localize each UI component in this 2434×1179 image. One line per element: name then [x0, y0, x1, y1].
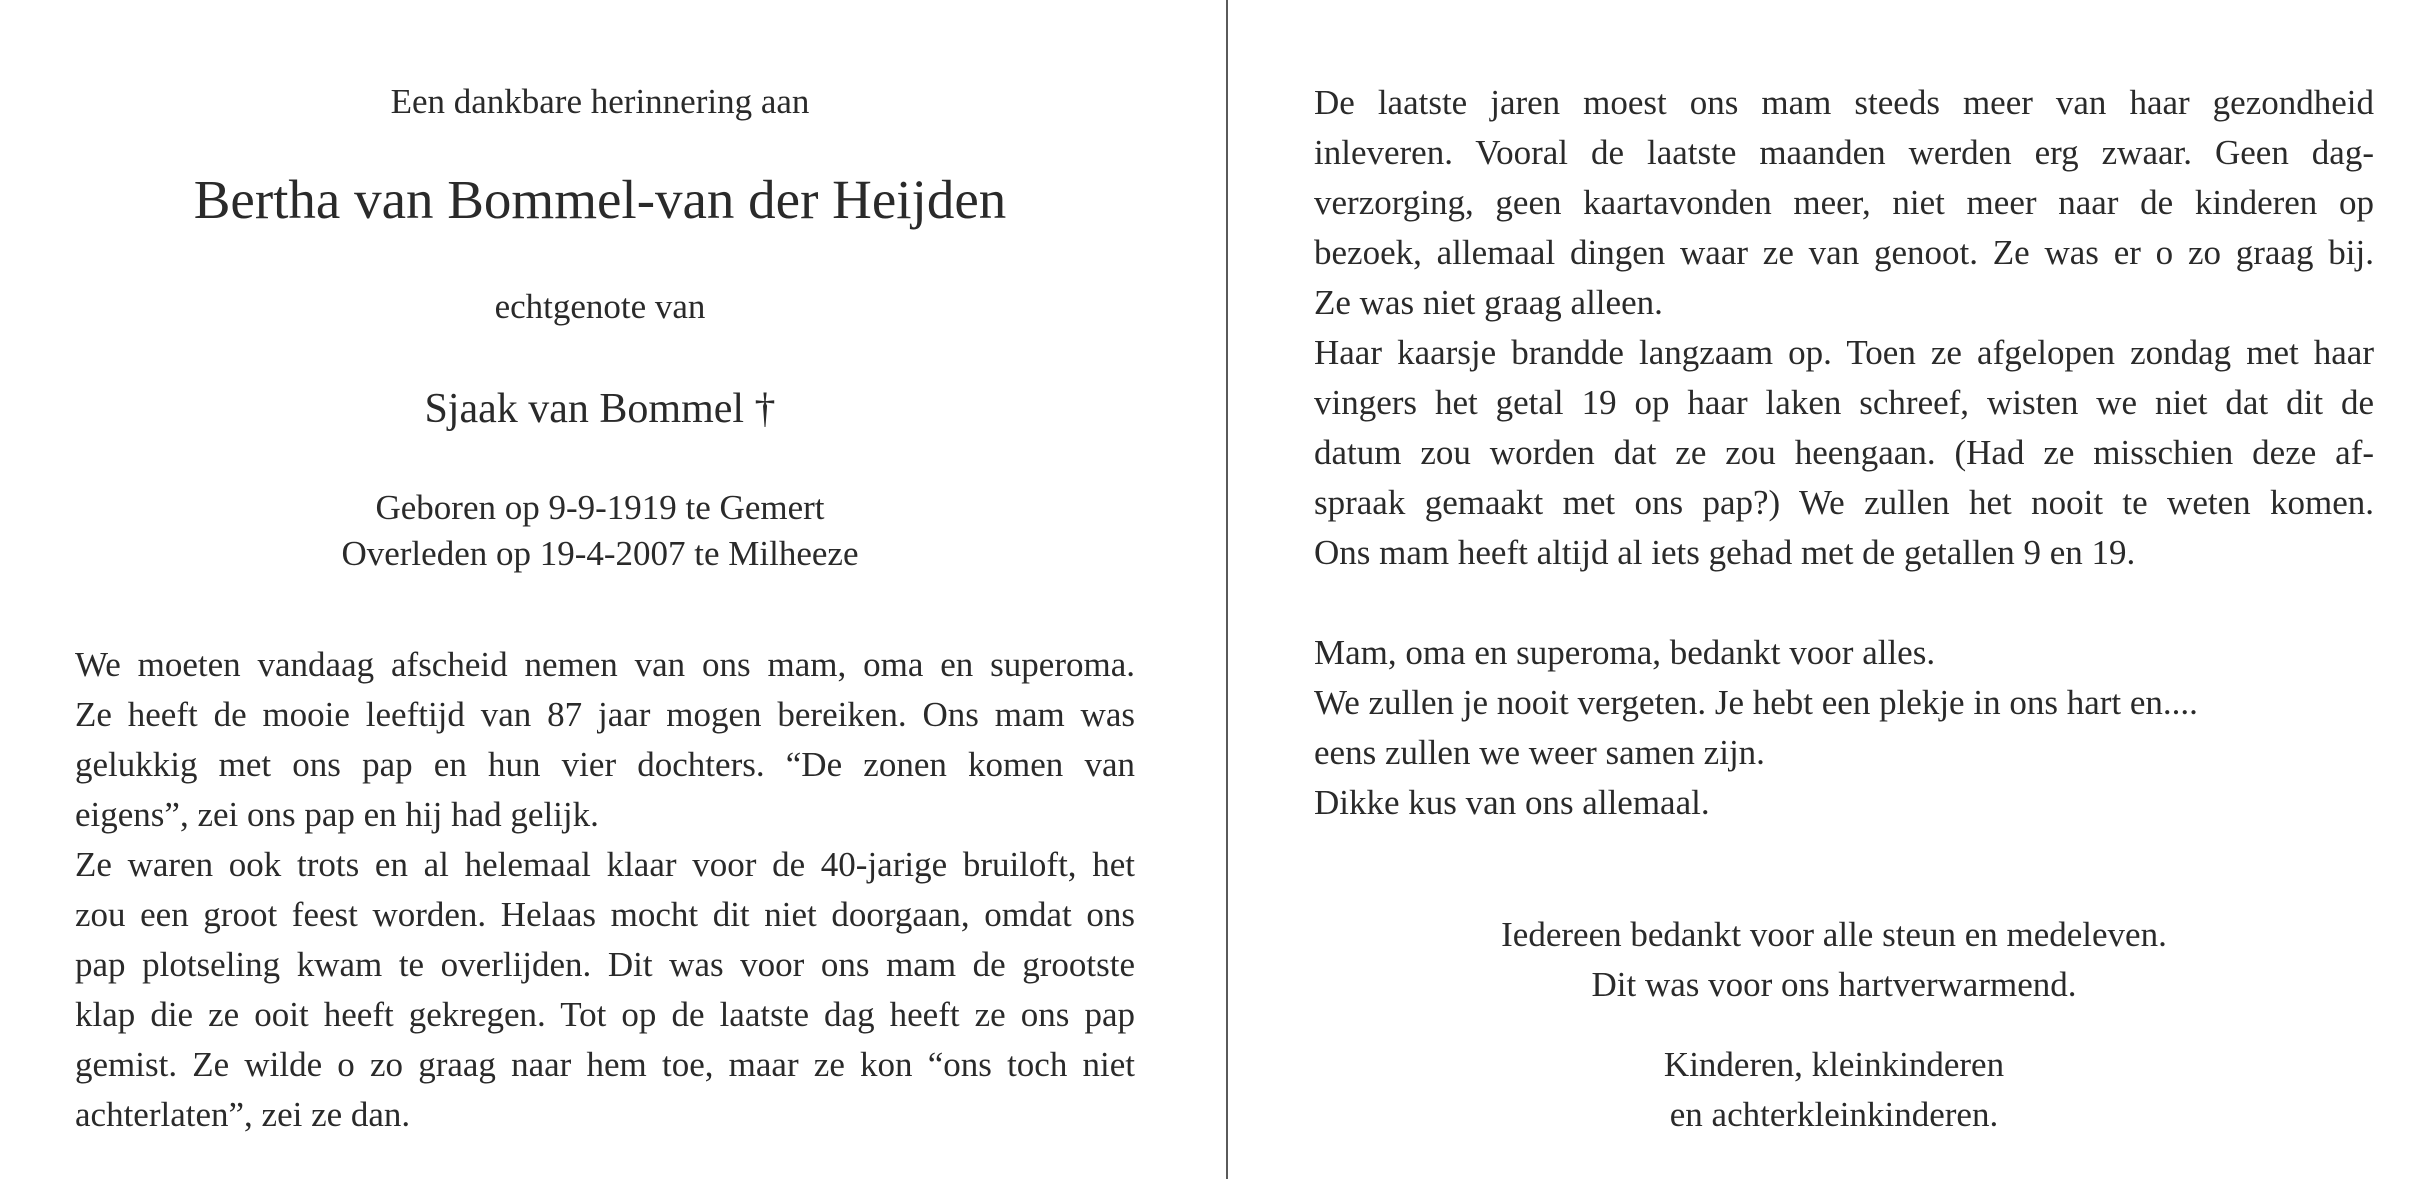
thanks-line: eens zullen we weer samen zijn.: [1314, 733, 1765, 772]
birth-line: Geboren op 9-9-1919 te Gemert: [375, 488, 825, 527]
death-line: Overleden op 19-4-2007 te Milheeze: [341, 534, 859, 573]
body-line: gelukkig met ons pap en hun vier dochters. “De zonen komen van: [75, 745, 1135, 784]
body-line: gemist. Ze wilde o zo graag naar hem toe, maar ze kon “ons toch niet: [75, 1045, 1135, 1084]
right-body-text: [1314, 78, 2374, 578]
body-line: achterlaten”, zei ze dan.: [75, 1095, 411, 1134]
body-line: eigens”, zei ons pap en hij had gelijk.: [75, 795, 599, 834]
closing-message: [1234, 910, 2434, 1010]
left-body-text: [75, 640, 1135, 1140]
closing-line: Iedereen bedankt voor alle steun en medeleven.: [1501, 915, 2167, 954]
spouse-intro: echtgenote van: [494, 287, 706, 326]
life-dates: [200, 485, 1000, 577]
left-page: [0, 0, 1200, 1179]
body-line: pap plotseling kwam te overlijden. Dit was voor ons mam de grootste: [75, 945, 1135, 984]
body-line: bezoek, allemaal dingen waar ze van genoot. Ze was er o zo graag bij.: [1314, 233, 2374, 272]
right-page: [1234, 0, 2434, 1179]
body-line: klap die ze ooit heeft gekregen. Tot op de laatste dag heeft ze ons pap: [75, 995, 1135, 1034]
body-line: datum zou worden dat ze zou heengaan. (Had ze misschien deze af-: [1314, 433, 2374, 472]
body-line: vingers het getal 19 op haar laken schreef, wisten we niet dat dit de: [1314, 383, 2374, 422]
body-line: Ze heeft de mooie leeftijd van 87 jaar mogen bereiken. Ons mam was: [75, 695, 1135, 734]
body-line: De laatste jaren moest ons mam steeds meer van haar gezondheid: [1314, 83, 2374, 122]
thanks-text: [1314, 628, 2374, 828]
card-fold-divider: [1226, 0, 1228, 1179]
body-line: Haar kaarsje brandde langzaam op. Toen ze afgelopen zondag met haar: [1314, 333, 2374, 372]
thanks-line: Dikke kus van ons allemaal.: [1314, 783, 1710, 822]
family-signoff: [1234, 1040, 2434, 1140]
body-line: verzorging, geen kaartavonden meer, niet meer naar de kinderen op: [1314, 183, 2374, 222]
body-line: Ze was niet graag alleen.: [1314, 283, 1663, 322]
body-line: inleveren. Vooral de laatste maanden werden erg zwaar. Geen dag-: [1314, 133, 2374, 172]
body-line: Ons mam heeft altijd al iets gehad met de getallen 9 en 19.: [1314, 533, 2136, 572]
deceased-name: Bertha van Bommel-van der Heijden: [193, 169, 1007, 230]
body-line: Ze waren ook trots en al helemaal klaar voor de 40-jarige bruiloft, het: [75, 845, 1135, 884]
body-line: spraak gemaakt met ons pap?) We zullen het nooit te weten komen.: [1314, 483, 2374, 522]
thanks-line: Mam, oma en superoma, bedankt voor alles.: [1314, 633, 1936, 672]
thanks-line: We zullen je nooit vergeten. Je hebt een plekje in ons hart en....: [1314, 683, 2198, 722]
signoff-line: Kinderen, kleinkinderen: [1663, 1045, 2005, 1084]
intro-line: Een dankbare herinnering aan: [390, 82, 810, 121]
spouse-name: Sjaak van Bommel †: [424, 386, 776, 432]
body-line: We moeten vandaag afscheid nemen van ons mam, oma en superoma.: [75, 645, 1135, 684]
closing-line: Dit was voor ons hartverwarmend.: [1591, 965, 2077, 1004]
signoff-line: en achterkleinkinderen.: [1669, 1095, 1999, 1134]
body-line: zou een groot feest worden. Helaas mocht dit niet doorgaan, omdat ons: [75, 895, 1135, 934]
